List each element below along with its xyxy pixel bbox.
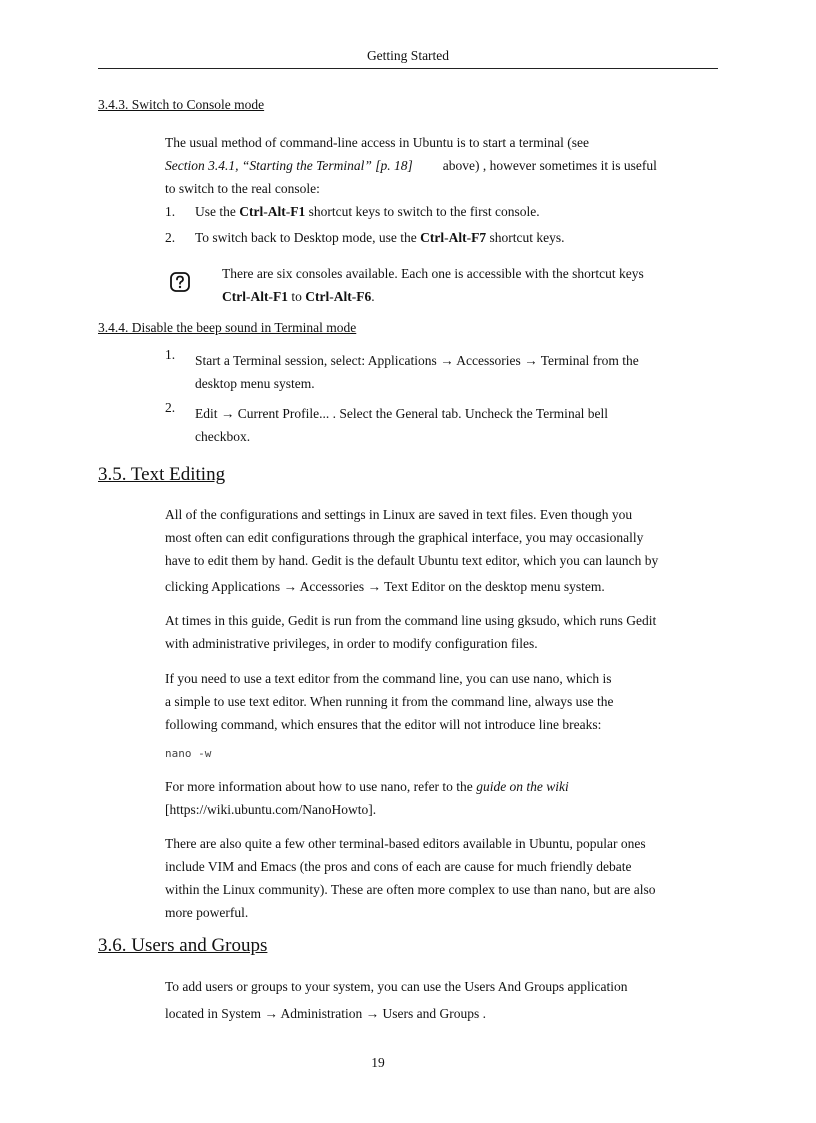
- section-heading-3-5: 3.5. Text Editing: [98, 464, 226, 485]
- paragraph-text-editing: All of the configurations and settings in Linux are saved in text files. Even though you most often can edit configurations through the graphical interface, you may occasionally have to edit them by hand. Gedit is the default Ubuntu text editor, which you can launch by clicking Applications → Accessories → Text Editor on the desktop menu system.: [165, 507, 659, 594]
- list-text: Edit → Current Profile... . Select the General tab. Uncheck the Terminal bell checkbox.: [195, 406, 609, 444]
- list-number: 2.: [165, 400, 176, 415]
- paragraph-users-groups: To add users or groups to your system, you can use the Users And Groups application located in System → Administration → Users and Groups .: [165, 979, 628, 1021]
- intro-line-1: The usual method of command-line access in Ubuntu is to start a terminal (see: [165, 135, 590, 150]
- list-number: 1.: [165, 347, 176, 362]
- paragraph-nano-wiki: For more information about how to use nano, refer to the guide on the wiki [https://wiki.ubuntu.com/NanoHowto].: [165, 775, 721, 821]
- section-heading-3-4-3: 3.4.3. Switch to Console mode: [98, 97, 265, 112]
- header-rule: [98, 68, 718, 69]
- paragraph-other-editors: There are also quite a few other terminal-based editors available in Ubuntu, popular ones include VIM and Emacs (the pros and cons of each are cause for much friendly debate within the Linux community). These are often more complex to use than nano, but are also more powerful.: [165, 836, 656, 920]
- intro-line-2: [165, 154, 721, 177]
- paragraph-console-intro: [165, 131, 721, 200]
- page-number: 19: [371, 1055, 385, 1070]
- list-number: 1.: [165, 204, 176, 219]
- running-header: Getting Started: [366, 48, 450, 63]
- section-cross-reference[interactable]: Section 3.4.1, “Starting the Terminal” [p. 18]: [165, 158, 413, 173]
- list-text: Start a Terminal session, select: Applications → Accessories → Terminal from the desktop menu system.: [195, 353, 639, 391]
- wiki-guide-link[interactable]: guide on the wiki: [476, 779, 569, 794]
- wiki-url[interactable]: [https://wiki.ubuntu.com/NanoHowto].: [165, 802, 377, 817]
- section-heading-3-6: 3.6. Users and Groups: [98, 935, 268, 956]
- note-line-2: Ctrl-Alt-F1 to Ctrl-Alt-F6.: [222, 289, 375, 304]
- list-text: Use the Ctrl-Alt-F1 shortcut keys to switch to the first console.: [195, 204, 540, 219]
- intro-line-2-rest: above) , however sometimes it is useful: [442, 158, 657, 173]
- intro-line-3: to switch to the real console:: [165, 181, 320, 196]
- note-consoles: [222, 262, 722, 308]
- list-number: 2.: [165, 230, 176, 245]
- section-heading-3-4-4: 3.4.4. Disable the beep sound in Terminal mode: [98, 320, 357, 335]
- paragraph-nano: If you need to use a text editor from the command line, you can use nano, which is a simple to use text editor. When running it from the command line, always use the following command, which ensures that the editor will not introduce line breaks:: [165, 671, 614, 732]
- list-text: To switch back to Desktop mode, use the Ctrl-Alt-F7 shortcut keys.: [195, 230, 565, 245]
- note-line-1: There are six consoles available. Each one is accessible with the shortcut keys: [222, 266, 644, 281]
- question-icon: [169, 271, 191, 293]
- code-nano-command: nano -w: [165, 747, 212, 760]
- paragraph-gedit: At times in this guide, Gedit is run from the command line using gksudo, which runs Gedit with administrative privileges, in order to modify configuration files.: [165, 613, 657, 651]
